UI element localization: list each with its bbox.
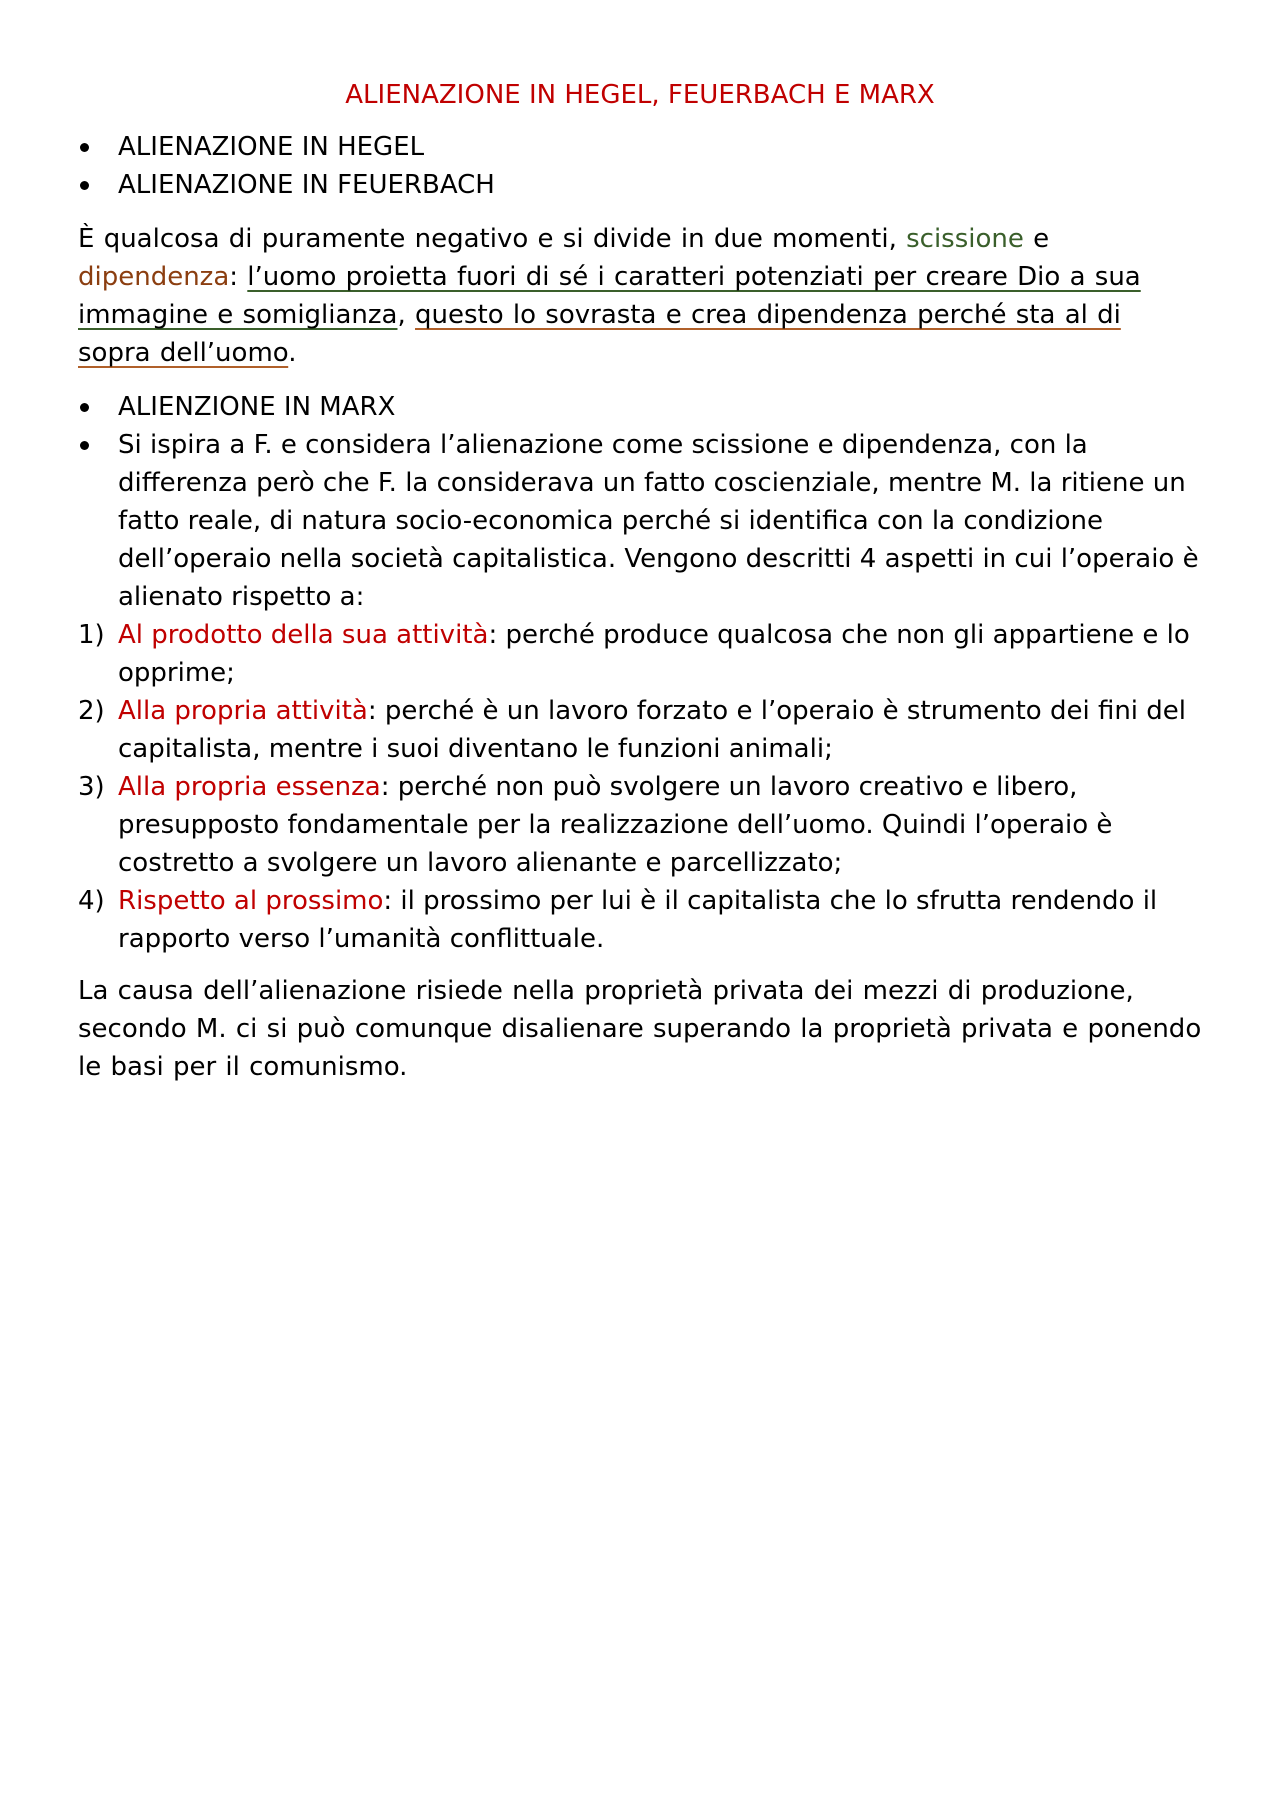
aspect-text: : perché produce qualcosa che non gli appartiene e lo opprime;: [118, 620, 1190, 688]
bullet-text: ALIENAZIONE IN HEGEL: [118, 132, 425, 162]
document-title: ALIENAZIONE IN HEGEL, FEUERBACH E MARX: [345, 80, 935, 110]
aspect-item: [78, 882, 1202, 958]
aspect-text: : perché non può svolgere un lavoro creativo e libero, presupposto fondamentale per la realizzazione dell’uomo. Quindi l’operaio è costretto a svolgere un lavoro alienante e parcellizzato;: [118, 772, 1113, 878]
aspect-number: 1): [78, 620, 105, 650]
term-scissione: scissione: [906, 224, 1024, 254]
paragraph-intro: È qualcosa di puramente negativo e si divide in due momenti,: [78, 224, 907, 254]
bullet-item-feuerbach: [78, 166, 1202, 204]
alienation-aspects-list: [78, 616, 1202, 958]
underlined-dipendenza-text: questo lo sovrasta e crea dipendenza perché sta al di sopra dell’uomo: [78, 300, 1121, 368]
term-dipendenza: dipendenza: [78, 262, 230, 292]
bullet-text: ALIENAZIONE IN FEUERBACH: [118, 170, 495, 200]
paragraph-colon: :: [229, 262, 248, 292]
bullet-text: Si ispira a F. e considera l’alienazione come scissione e dipendenza, con la differenza però che F. la considerava un fatto coscienziale, mentre M. la ritiene un fatto reale, di natura socio-economica perché si identifica con la condizione dell’operaio nella società capitalistica. Vengono descritti 4 aspetti in cui l’operaio è alienato rispetto a:: [118, 430, 1199, 612]
aspect-number: 4): [78, 886, 105, 916]
top-bullet-list: [78, 128, 1202, 204]
underlined-scissione-text: l’uomo proietta fuori di sé i caratteri potenziati per creare Dio a sua immagine e somiglianza: [78, 262, 1141, 330]
aspect-term: Alla propria attività: [118, 696, 368, 726]
paragraph-period: .: [288, 338, 297, 368]
paragraph-comma: ,: [397, 300, 416, 330]
bullet-item-marx-description: [78, 426, 1202, 616]
conclusion-paragraph: La causa dell’alienazione risiede nella proprietà privata dei mezzi di produzione, secondo M. ci si può comunque disalienare superando la proprietà privata e ponendo le basi per il comunismo.: [78, 976, 1202, 1082]
aspect-item: [78, 692, 1202, 768]
aspect-term: Rispetto al prossimo: [118, 886, 384, 916]
aspect-number: 2): [78, 696, 105, 726]
aspect-item: [78, 768, 1202, 882]
bullet-text: ALIENZIONE IN MARX: [118, 392, 396, 422]
marx-bullet-list: [78, 388, 1202, 616]
aspect-term: Alla propria essenza: [118, 772, 381, 802]
bullet-item-hegel: [78, 128, 1202, 166]
feuerbach-paragraph: [78, 220, 1202, 372]
aspect-number: 3): [78, 772, 105, 802]
paragraph-conjunction: e: [1023, 224, 1050, 254]
aspect-text: : perché è un lavoro forzato e l’operaio è strumento dei fini del capitalista, mentre i suoi diventano le funzioni animali;: [118, 696, 1187, 764]
aspect-text: : il prossimo per lui è il capitalista che lo sfrutta rendendo il rapporto verso l’umanità conflittuale.: [118, 886, 1158, 954]
bullet-item-marx: [78, 388, 1202, 426]
aspect-item: [78, 616, 1202, 692]
aspect-term: Al prodotto della sua attività: [118, 620, 489, 650]
